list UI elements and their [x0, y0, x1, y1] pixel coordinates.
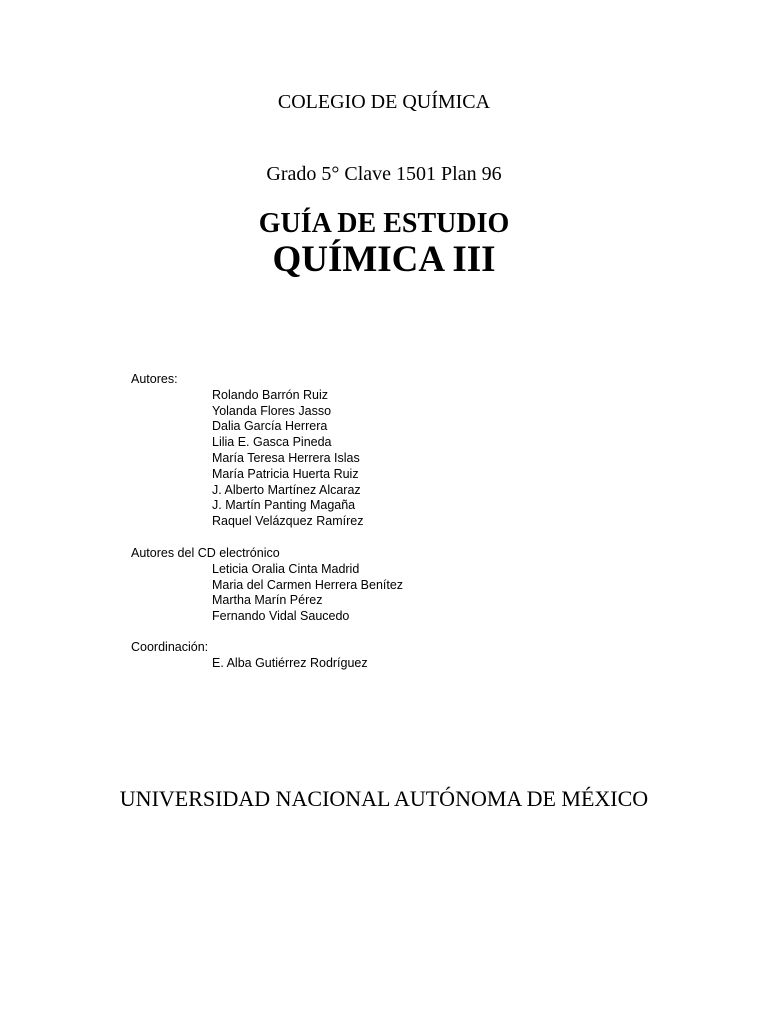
coordination-section — [131, 640, 368, 672]
cd-authors-list — [131, 562, 403, 625]
cd-author-name: Leticia Oralia Cinta Madrid — [212, 561, 360, 576]
guide-title: GUÍA DE ESTUDIO — [258, 208, 510, 239]
cd-authors-section — [131, 546, 403, 625]
course-info: Grado 5° Clave 1501 Plan 96 — [266, 163, 502, 185]
coordinator-name: E. Alba Gutiérrez Rodríguez — [212, 655, 368, 670]
author-name: J. Martín Panting Magaña — [212, 498, 356, 513]
cd-author-name: Martha Marín Pérez — [212, 593, 323, 608]
author-name: Dalia García Herrera — [212, 419, 328, 434]
author-name: María Patricia Huerta Ruiz — [212, 466, 359, 481]
cd-author-name: Fernando Vidal Saucedo — [212, 609, 350, 624]
author-name: Lilia E. Gasca Pineda — [212, 435, 332, 450]
cd-author-name: Maria del Carmen Herrera Benítez — [212, 577, 404, 592]
subject-title: QUÍMICA III — [272, 239, 496, 280]
university-name: UNIVERSIDAD NACIONAL AUTÓNOMA DE MÉXICO — [119, 786, 649, 811]
author-name: Rolando Barrón Ruiz — [212, 387, 329, 402]
author-name: Yolanda Flores Jasso — [212, 403, 332, 418]
coordination-label: Coordinación: — [131, 640, 209, 654]
authors-list — [131, 388, 363, 530]
author-name: María Teresa Herrera Islas — [212, 450, 360, 465]
coordination-list — [131, 656, 368, 672]
cd-authors-label: Autores del CD electrónico — [131, 546, 280, 560]
college-name: COLEGIO DE QUÍMICA — [277, 91, 491, 113]
authors-section — [131, 372, 363, 530]
author-name: Raquel Velázquez Ramírez — [212, 514, 364, 529]
author-name: J. Alberto Martínez Alcaraz — [212, 482, 361, 497]
authors-label: Autores: — [131, 372, 178, 386]
